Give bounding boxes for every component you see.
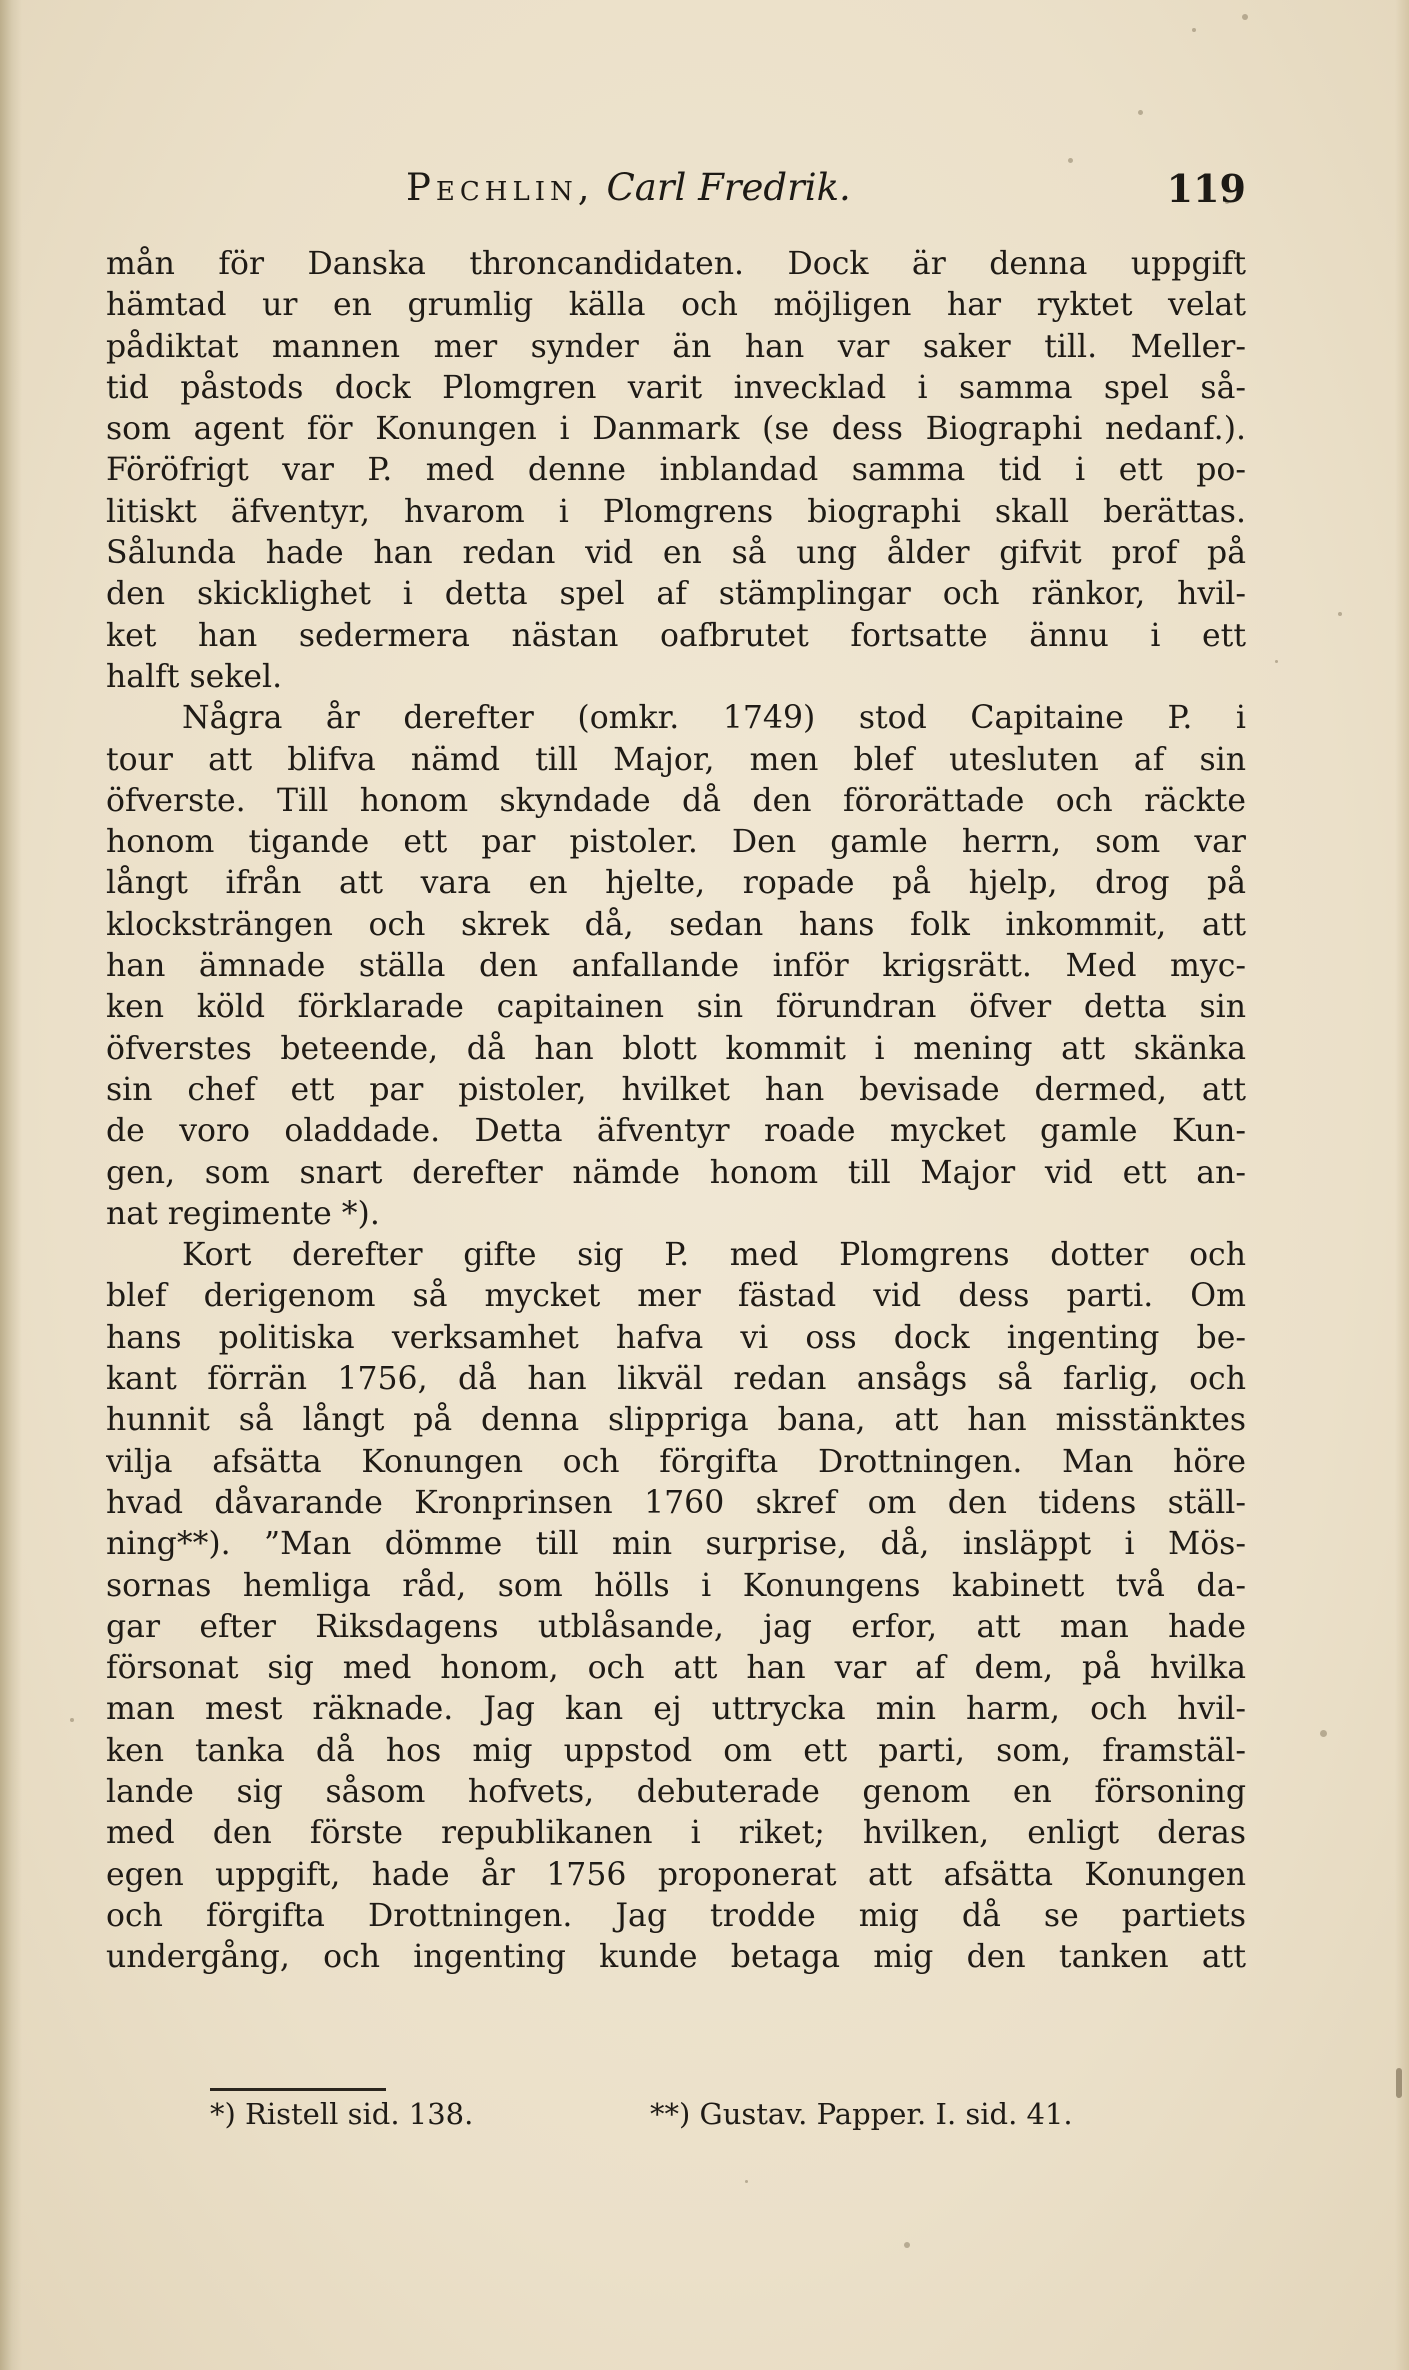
text-line: hans politiska verksamhet hafva vi oss dock ingenting be- xyxy=(106,1319,1246,1356)
header-surname: Pechlin, xyxy=(406,166,595,209)
text-line: den skicklighet i detta spel af stämplingar och ränkor, hvil- xyxy=(106,576,1246,613)
text-line: hämtad ur en grumlig källa och möjligen har ryktet velat xyxy=(106,287,1246,324)
body-text xyxy=(106,244,1246,1978)
page-binding-edge xyxy=(0,0,22,2370)
text-line: halft sekel. xyxy=(106,658,283,695)
text-line: de voro oladdade. Detta äfventyr roade mycket gamle Kun- xyxy=(106,1113,1246,1150)
text-line: ket han sedermera nästan oafbrutet fortsatte ännu i ett xyxy=(106,617,1246,654)
text-line: hunnit så långt på denna slippriga bana, att han misstänktes xyxy=(106,1402,1246,1439)
header-forename: Carl Fredrik. xyxy=(606,166,851,209)
text-line: ken tanka då hos mig uppstod om ett parti, som, framstäl- xyxy=(106,1732,1246,1769)
text-line: med den förste republikanen i riket; hvilken, enligt deras xyxy=(106,1815,1246,1852)
text-line: gen, som snart derefter nämde honom till Major vid ett an- xyxy=(106,1154,1246,1191)
text-line: sornas hemliga råd, som hölls i Konungens kabinett två da- xyxy=(106,1567,1246,1604)
text-line: klocksträngen och skrek då, sedan hans folk inkommit, att xyxy=(106,906,1246,943)
running-header xyxy=(108,166,1246,226)
text-line: mån för Danska throncandidaten. Dock är denna uppgift xyxy=(106,246,1246,282)
paper-speck xyxy=(1192,28,1196,32)
text-line: han ämnade ställa den anfallande inför krigsrätt. Med myc- xyxy=(106,948,1246,985)
text-line: blef derigenom så mycket mer fästad vid dess parti. Om xyxy=(106,1278,1246,1315)
text-line: och förgifta Drottningen. Jag trodde mig då se partiets xyxy=(106,1897,1246,1934)
paper-speck xyxy=(1275,660,1278,663)
text-line: nat regimente *). xyxy=(106,1195,380,1232)
text-line: man mest räknade. Jag kan ej uttrycka min harm, och hvil- xyxy=(106,1691,1246,1728)
text-line: vilja afsätta Konungen och förgifta Drottningen. Man höre xyxy=(106,1443,1246,1480)
paper-speck xyxy=(904,2242,910,2248)
running-head-title xyxy=(406,166,851,209)
text-line: gar efter Riksdagens utblåsande, jag erfor, att man hade xyxy=(106,1608,1246,1645)
text-line: Några år derefter (omkr. 1749) stod Capitaine P. i xyxy=(182,700,1246,737)
text-line: Kort derefter gifte sig P. med Plomgrens dotter och xyxy=(182,1237,1246,1274)
text-line: försonat sig med honom, och att han var af dem, på hvilka xyxy=(106,1650,1246,1687)
text-line: långt ifrån att vara en hjelte, ropade på hjelp, drog på xyxy=(106,865,1246,902)
text-line: ning**). ”Man dömme till min surprise, då, insläppt i Mös- xyxy=(106,1526,1246,1563)
text-line: tid påstods dock Plomgren varit invecklad i samma spel så- xyxy=(106,369,1246,406)
text-line: litiskt äfventyr, hvarom i Plomgrens biographi skall berättas. xyxy=(106,493,1246,530)
paper-speck xyxy=(1396,2068,1402,2098)
footnote-1: *) Ristell sid. 138. xyxy=(210,2097,474,2131)
page-number: 119 xyxy=(1166,166,1246,211)
page-right-shadow xyxy=(1395,0,1409,2370)
text-line: sin chef ett par pistoler, hvilket han bevisade dermed, att xyxy=(106,1071,1246,1108)
text-line: öfverste. Till honom skyndade då den förorättade och räckte xyxy=(106,782,1246,819)
paper-speck xyxy=(745,2180,748,2183)
paper-speck xyxy=(1242,14,1248,20)
text-line: Föröfrigt var P. med denne inblandad samma tid i ett po- xyxy=(106,452,1246,489)
text-line: honom tigande ett par pistoler. Den gamle herrn, som var xyxy=(106,824,1246,861)
text-line: som agent för Konungen i Danmark (se dess Biographi nedanf.). xyxy=(106,411,1246,448)
paper-speck xyxy=(70,1718,74,1722)
paper-speck xyxy=(1068,158,1073,163)
footnote-rule xyxy=(210,2088,386,2091)
paper-speck xyxy=(1338,612,1342,616)
text-line: pådiktat mannen mer synder än han var saker till. Meller- xyxy=(106,328,1246,365)
paper-speck xyxy=(1138,110,1143,115)
text-line: lande sig såsom hofvets, debuterade genom en försoning xyxy=(106,1773,1246,1810)
text-line: öfverstes beteende, då han blott kommit i mening att skänka xyxy=(106,1030,1246,1067)
text-line: tour att blifva nämd till Major, men blef utesluten af sin xyxy=(106,741,1246,778)
paper-speck xyxy=(1320,1730,1327,1737)
text-line: hvad dåvarande Kronprinsen 1760 skref om den tidens ställ- xyxy=(106,1484,1246,1521)
footnotes xyxy=(210,2097,1170,2147)
text-line: Sålunda hade han redan vid en så ung ålder gifvit prof på xyxy=(106,535,1246,572)
text-line: kant förrän 1756, då han likväl redan ansågs så farlig, och xyxy=(106,1361,1246,1398)
text-line: undergång, och ingenting kunde betaga mig den tanken att xyxy=(106,1939,1246,1976)
text-line: egen uppgift, hade år 1756 proponerat att afsätta Konungen xyxy=(106,1856,1246,1893)
text-line: ken köld förklarade capitainen sin förundran öfver detta sin xyxy=(106,989,1246,1026)
footnote-2: **) Gustav. Papper. I. sid. 41. xyxy=(650,2097,1073,2131)
